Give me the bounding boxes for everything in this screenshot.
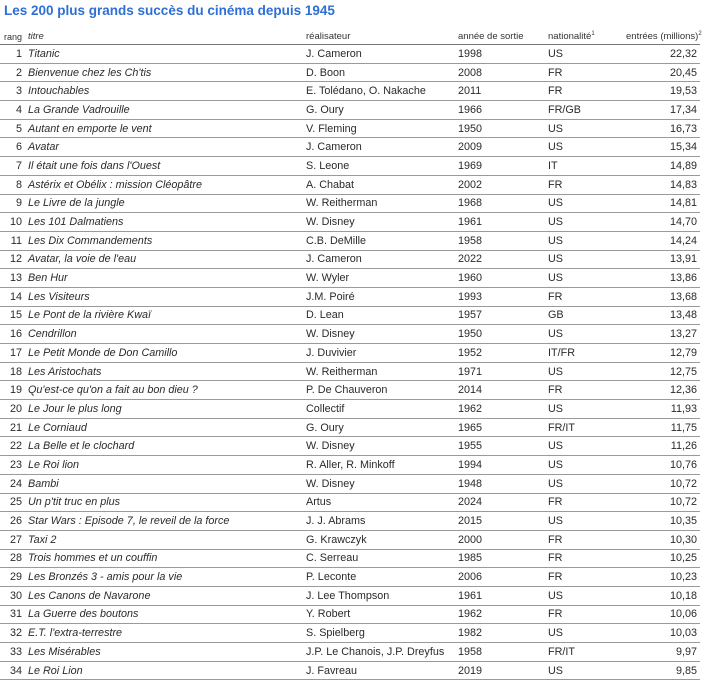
cell-nationality: FR xyxy=(548,568,626,587)
table-row xyxy=(0,437,700,456)
cell-director: J. Favreau xyxy=(306,661,458,680)
cell-rank: 11 xyxy=(0,231,28,250)
cell-director: Y. Robert xyxy=(306,605,458,624)
cell-entries: 13,27 xyxy=(626,325,700,344)
cell-year: 2000 xyxy=(458,530,548,549)
cell-entries: 14,83 xyxy=(626,175,700,194)
cell-nationality: FR xyxy=(548,493,626,512)
cell-title: Ben Hur xyxy=(28,269,306,288)
cell-year: 1957 xyxy=(458,306,548,325)
cell-rank: 18 xyxy=(0,362,28,381)
cell-rank: 19 xyxy=(0,381,28,400)
cell-entries: 14,24 xyxy=(626,231,700,250)
table-row xyxy=(0,512,700,531)
table-row xyxy=(0,493,700,512)
cell-title: La Grande Vadrouille xyxy=(28,101,306,120)
cell-nationality: US xyxy=(548,474,626,493)
cell-entries: 16,73 xyxy=(626,119,700,138)
cell-nationality: FR/IT xyxy=(548,643,626,662)
table-row xyxy=(0,306,700,325)
page-title: Les 200 plus grands succès du cinéma depuis 1945 xyxy=(4,3,335,18)
cell-director: G. Oury xyxy=(306,101,458,120)
cell-year: 1968 xyxy=(458,194,548,213)
table-row xyxy=(0,418,700,437)
cell-rank: 33 xyxy=(0,643,28,662)
header-title: titre xyxy=(28,25,306,45)
cell-nationality: US xyxy=(548,250,626,269)
cell-nationality: FR/GB xyxy=(548,101,626,120)
header-nationality-label: nationalité xyxy=(548,31,592,42)
cell-entries: 17,34 xyxy=(626,101,700,120)
table-row xyxy=(0,400,700,419)
cell-entries: 12,36 xyxy=(626,381,700,400)
cell-entries: 14,89 xyxy=(626,157,700,176)
cell-title: Cendrillon xyxy=(28,325,306,344)
cell-title: Les Canons de Navarone xyxy=(28,586,306,605)
cell-rank: 5 xyxy=(0,119,28,138)
cell-rank: 30 xyxy=(0,586,28,605)
cell-title: Trois hommes et un couffin xyxy=(28,549,306,568)
cell-title: La Belle et le clochard xyxy=(28,437,306,456)
table-row xyxy=(0,157,700,176)
table-row xyxy=(0,175,700,194)
cell-rank: 27 xyxy=(0,530,28,549)
cell-year: 2006 xyxy=(458,568,548,587)
cell-director: E. Tolédano, O. Nakache xyxy=(306,82,458,101)
cell-director: Artus xyxy=(306,493,458,512)
cell-director: J. Duvivier xyxy=(306,344,458,363)
table-header-row xyxy=(0,25,700,45)
cell-year: 2022 xyxy=(458,250,548,269)
cell-year: 1961 xyxy=(458,586,548,605)
cell-director: C.B. DeMille xyxy=(306,231,458,250)
cell-year: 1971 xyxy=(458,362,548,381)
cell-entries: 11,93 xyxy=(626,400,700,419)
cell-nationality: FR xyxy=(548,287,626,306)
cell-entries: 20,45 xyxy=(626,63,700,82)
cell-director: G. Krawczyk xyxy=(306,530,458,549)
cell-rank: 20 xyxy=(0,400,28,419)
table-row xyxy=(0,63,700,82)
table-row xyxy=(0,325,700,344)
cell-title: E.T. l'extra-terrestre xyxy=(28,624,306,643)
cell-title: Titanic xyxy=(28,45,306,64)
cell-director: W. Reitherman xyxy=(306,194,458,213)
cell-title: Avatar, la voie de l'eau xyxy=(28,250,306,269)
cell-title: Le Petit Monde de Don Camillo xyxy=(28,344,306,363)
cell-year: 1952 xyxy=(458,344,548,363)
cell-year: 1993 xyxy=(458,287,548,306)
cell-title: Les Misérables xyxy=(28,643,306,662)
cell-nationality: IT xyxy=(548,157,626,176)
table-row xyxy=(0,549,700,568)
cell-entries: 13,68 xyxy=(626,287,700,306)
cell-nationality: US xyxy=(548,661,626,680)
cell-director: J. J. Abrams xyxy=(306,512,458,531)
cell-entries: 11,75 xyxy=(626,418,700,437)
cell-nationality: US xyxy=(548,119,626,138)
cell-nationality: US xyxy=(548,325,626,344)
header-year: année de sortie xyxy=(458,25,548,45)
cell-title: Les 101 Dalmatiens xyxy=(28,213,306,232)
header-entries xyxy=(626,25,700,45)
cell-director: Collectif xyxy=(306,400,458,419)
table-row xyxy=(0,605,700,624)
table-row xyxy=(0,213,700,232)
cell-rank: 14 xyxy=(0,287,28,306)
cell-year: 1955 xyxy=(458,437,548,456)
cell-director: R. Aller, R. Minkoff xyxy=(306,456,458,475)
cell-year: 2002 xyxy=(458,175,548,194)
table-body xyxy=(0,45,700,680)
cell-year: 2008 xyxy=(458,63,548,82)
header-entries-label: entrées (millions) xyxy=(626,31,699,42)
cell-rank: 7 xyxy=(0,157,28,176)
cell-nationality: IT/FR xyxy=(548,344,626,363)
cell-year: 1965 xyxy=(458,418,548,437)
cell-rank: 3 xyxy=(0,82,28,101)
cell-title: Il était une fois dans l'Ouest xyxy=(28,157,306,176)
cell-director: J. Cameron xyxy=(306,250,458,269)
cell-director: W. Disney xyxy=(306,325,458,344)
cell-rank: 23 xyxy=(0,456,28,475)
cell-director: W. Reitherman xyxy=(306,362,458,381)
table-row xyxy=(0,362,700,381)
table-row xyxy=(0,287,700,306)
cell-entries: 10,72 xyxy=(626,474,700,493)
cell-year: 1994 xyxy=(458,456,548,475)
cell-rank: 8 xyxy=(0,175,28,194)
cell-director: G. Oury xyxy=(306,418,458,437)
cell-year: 1961 xyxy=(458,213,548,232)
cell-entries: 10,76 xyxy=(626,456,700,475)
cell-rank: 21 xyxy=(0,418,28,437)
cell-title: Le Corniaud xyxy=(28,418,306,437)
table-row xyxy=(0,586,700,605)
cell-title: Un p'tit truc en plus xyxy=(28,493,306,512)
cell-title: Intouchables xyxy=(28,82,306,101)
cell-nationality: US xyxy=(548,624,626,643)
cell-entries: 10,06 xyxy=(626,605,700,624)
cell-director: P. De Chauveron xyxy=(306,381,458,400)
cell-entries: 19,53 xyxy=(626,82,700,101)
cell-title: Les Bronzés 3 - amis pour la vie xyxy=(28,568,306,587)
header-rank: rang xyxy=(0,25,28,45)
cell-year: 1966 xyxy=(458,101,548,120)
cell-rank: 29 xyxy=(0,568,28,587)
cell-entries: 13,48 xyxy=(626,306,700,325)
cell-director: J. Cameron xyxy=(306,45,458,64)
cell-director: D. Lean xyxy=(306,306,458,325)
cell-title: Star Wars : Episode 7, le reveil de la force xyxy=(28,512,306,531)
cell-year: 2015 xyxy=(458,512,548,531)
cell-title: Les Aristochats xyxy=(28,362,306,381)
cell-year: 1960 xyxy=(458,269,548,288)
header-nationality xyxy=(548,25,626,45)
table-row xyxy=(0,82,700,101)
cell-year: 1948 xyxy=(458,474,548,493)
cell-title: Les Visiteurs xyxy=(28,287,306,306)
cell-title: Astérix et Obélix : mission Cléopâtre xyxy=(28,175,306,194)
cell-year: 1962 xyxy=(458,400,548,419)
table-row xyxy=(0,530,700,549)
cell-rank: 32 xyxy=(0,624,28,643)
cell-title: Le Roi Lion xyxy=(28,661,306,680)
cell-year: 2019 xyxy=(458,661,548,680)
cell-rank: 34 xyxy=(0,661,28,680)
cell-nationality: FR xyxy=(548,63,626,82)
cell-rank: 26 xyxy=(0,512,28,531)
table-row xyxy=(0,643,700,662)
table-row xyxy=(0,269,700,288)
cell-entries: 9,85 xyxy=(626,661,700,680)
cell-rank: 12 xyxy=(0,250,28,269)
cell-entries: 11,26 xyxy=(626,437,700,456)
cell-nationality: US xyxy=(548,194,626,213)
cell-year: 2024 xyxy=(458,493,548,512)
cell-nationality: FR xyxy=(548,175,626,194)
cell-rank: 1 xyxy=(0,45,28,64)
cell-title: Qu'est-ce qu'on a fait au bon dieu ? xyxy=(28,381,306,400)
cell-title: La Guerre des boutons xyxy=(28,605,306,624)
cell-title: Avatar xyxy=(28,138,306,157)
cell-year: 1962 xyxy=(458,605,548,624)
cell-entries: 10,23 xyxy=(626,568,700,587)
cell-nationality: US xyxy=(548,362,626,381)
table-row xyxy=(0,624,700,643)
cell-entries: 14,81 xyxy=(626,194,700,213)
table-row xyxy=(0,250,700,269)
cell-year: 1969 xyxy=(458,157,548,176)
cell-director: J.M. Poiré xyxy=(306,287,458,306)
cell-director: S. Leone xyxy=(306,157,458,176)
table-row xyxy=(0,231,700,250)
cell-entries: 22,32 xyxy=(626,45,700,64)
cell-rank: 17 xyxy=(0,344,28,363)
cell-title: Autant en emporte le vent xyxy=(28,119,306,138)
cell-rank: 25 xyxy=(0,493,28,512)
cell-director: J. Cameron xyxy=(306,138,458,157)
cell-title: Le Livre de la jungle xyxy=(28,194,306,213)
table-row xyxy=(0,456,700,475)
cell-entries: 10,35 xyxy=(626,512,700,531)
cell-year: 1958 xyxy=(458,231,548,250)
table-row xyxy=(0,661,700,680)
cell-nationality: FR xyxy=(548,381,626,400)
cell-rank: 15 xyxy=(0,306,28,325)
cell-entries: 15,34 xyxy=(626,138,700,157)
cell-title: Bienvenue chez les Ch'tis xyxy=(28,63,306,82)
cell-entries: 10,03 xyxy=(626,624,700,643)
table-row xyxy=(0,194,700,213)
cell-director: V. Fleming xyxy=(306,119,458,138)
cell-rank: 28 xyxy=(0,549,28,568)
cell-director: W. Disney xyxy=(306,437,458,456)
cell-year: 2011 xyxy=(458,82,548,101)
cell-rank: 16 xyxy=(0,325,28,344)
cell-nationality: FR xyxy=(548,549,626,568)
cell-nationality: GB xyxy=(548,306,626,325)
cell-rank: 24 xyxy=(0,474,28,493)
cell-title: Le Pont de la rivière Kwaï xyxy=(28,306,306,325)
cell-rank: 2 xyxy=(0,63,28,82)
cell-director: A. Chabat xyxy=(306,175,458,194)
cell-director: S. Spielberg xyxy=(306,624,458,643)
cell-nationality: FR xyxy=(548,82,626,101)
cell-entries: 12,75 xyxy=(626,362,700,381)
cell-entries: 9,97 xyxy=(626,643,700,662)
cell-entries: 14,70 xyxy=(626,213,700,232)
cell-year: 1998 xyxy=(458,45,548,64)
cell-title: Le Roi lion xyxy=(28,456,306,475)
cell-title: Le Jour le plus long xyxy=(28,400,306,419)
cell-nationality: US xyxy=(548,213,626,232)
cell-entries: 10,18 xyxy=(626,586,700,605)
cell-entries: 13,86 xyxy=(626,269,700,288)
cell-year: 1950 xyxy=(458,325,548,344)
cell-rank: 4 xyxy=(0,101,28,120)
table-row xyxy=(0,344,700,363)
cell-title: Bambi xyxy=(28,474,306,493)
cell-entries: 10,25 xyxy=(626,549,700,568)
cell-nationality: US xyxy=(548,437,626,456)
header-entries-footnote: 2 xyxy=(698,30,702,37)
cell-director: W. Disney xyxy=(306,474,458,493)
cell-nationality: FR xyxy=(548,605,626,624)
table-row xyxy=(0,138,700,157)
cell-director: J.P. Le Chanois, J.P. Dreyfus xyxy=(306,643,458,662)
table-row xyxy=(0,119,700,138)
cell-rank: 22 xyxy=(0,437,28,456)
cell-rank: 31 xyxy=(0,605,28,624)
cell-year: 2014 xyxy=(458,381,548,400)
box-office-table xyxy=(0,25,700,680)
cell-entries: 13,91 xyxy=(626,250,700,269)
cell-director: P. Leconte xyxy=(306,568,458,587)
table-row xyxy=(0,474,700,493)
cell-entries: 12,79 xyxy=(626,344,700,363)
cell-director: W. Disney xyxy=(306,213,458,232)
header-director: réalisateur xyxy=(306,25,458,45)
cell-director: C. Serreau xyxy=(306,549,458,568)
cell-nationality: US xyxy=(548,45,626,64)
cell-title: Taxi 2 xyxy=(28,530,306,549)
cell-title: Les Dix Commandements xyxy=(28,231,306,250)
cell-nationality: FR/IT xyxy=(548,418,626,437)
cell-rank: 13 xyxy=(0,269,28,288)
cell-year: 1950 xyxy=(458,119,548,138)
cell-director: D. Boon xyxy=(306,63,458,82)
cell-rank: 9 xyxy=(0,194,28,213)
cell-nationality: US xyxy=(548,269,626,288)
table-row xyxy=(0,381,700,400)
cell-nationality: US xyxy=(548,512,626,531)
cell-rank: 10 xyxy=(0,213,28,232)
cell-nationality: US xyxy=(548,138,626,157)
cell-director: J. Lee Thompson xyxy=(306,586,458,605)
cell-rank: 6 xyxy=(0,138,28,157)
header-nationality-footnote: 1 xyxy=(591,30,595,37)
cell-nationality: FR xyxy=(548,530,626,549)
cell-entries: 10,30 xyxy=(626,530,700,549)
cell-year: 1958 xyxy=(458,643,548,662)
cell-entries: 10,72 xyxy=(626,493,700,512)
table-row xyxy=(0,101,700,120)
cell-nationality: US xyxy=(548,400,626,419)
cell-year: 1985 xyxy=(458,549,548,568)
table-row xyxy=(0,45,700,64)
cell-year: 1982 xyxy=(458,624,548,643)
table-row xyxy=(0,568,700,587)
cell-year: 2009 xyxy=(458,138,548,157)
cell-nationality: US xyxy=(548,586,626,605)
cell-nationality: US xyxy=(548,231,626,250)
cell-nationality: US xyxy=(548,456,626,475)
cell-director: W. Wyler xyxy=(306,269,458,288)
